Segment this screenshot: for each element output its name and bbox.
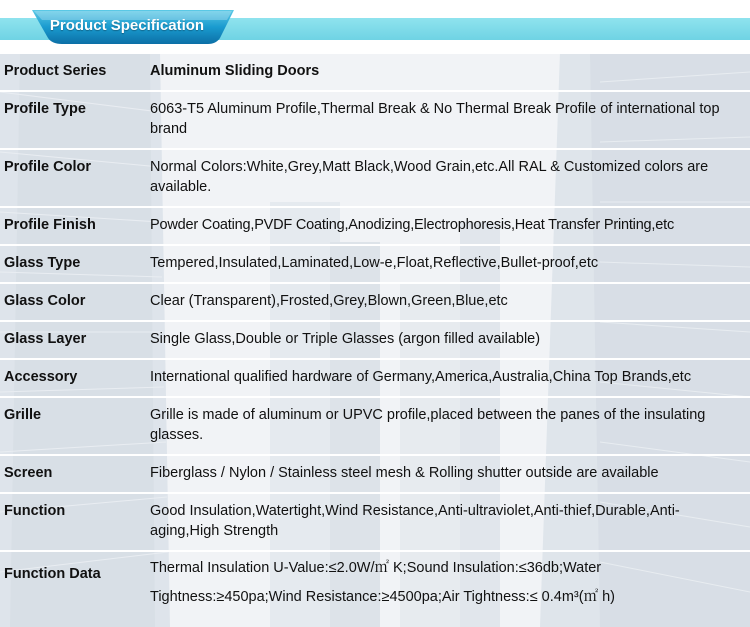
spec-value: Good Insulation,Watertight,Wind Resistance,Anti-ultraviolet,Anti-thief,Durable,Anti-aging,High Strength — [150, 493, 750, 551]
spec-value: Aluminum Sliding Doors — [150, 53, 750, 91]
spec-value: Tempered,Insulated,Laminated,Low-e,Float,Reflective,Bullet-proof,etc — [150, 245, 750, 283]
spec-label: Function — [0, 493, 150, 551]
spec-label: Profile Finish — [0, 207, 150, 245]
spec-value: International qualified hardware of Germany,America,Australia,China Top Brands,etc — [150, 359, 750, 397]
spec-row-product-series — [0, 53, 750, 91]
spec-label: Product Series — [0, 53, 150, 91]
spec-row-screen — [0, 455, 750, 493]
spec-value: Powder Coating,PVDF Coating,Anodizing,Electrophoresis,Heat Transfer Printing,etc — [150, 207, 750, 245]
spec-row-profile-color — [0, 149, 750, 207]
spec-label: Glass Layer — [0, 321, 150, 359]
spec-label: Profile Color — [0, 149, 150, 207]
spec-value: Clear (Transparent),Frosted,Grey,Blown,Green,Blue,etc — [150, 283, 750, 321]
spec-label: Function Data — [0, 551, 150, 621]
spec-row-glass-layer — [0, 321, 750, 359]
spec-area — [0, 52, 750, 627]
spec-value: Normal Colors:White,Grey,Matt Black,Wood Grain,etc.All RAL & Customized colors are available. — [150, 149, 750, 207]
spec-row-grille — [0, 397, 750, 455]
spec-label: Screen — [0, 455, 150, 493]
spec-label: Glass Type — [0, 245, 150, 283]
spec-row-glass-color — [0, 283, 750, 321]
spec-label: Accessory — [0, 359, 150, 397]
spec-table — [0, 52, 750, 621]
spec-row-function — [0, 493, 750, 551]
spec-value: Single Glass,Double or Triple Glasses (argon filled available) — [150, 321, 750, 359]
spec-value: 6063-T5 Aluminum Profile,Thermal Break & No Thermal Break Profile of international top brand — [150, 91, 750, 149]
spec-row-function-data — [0, 551, 750, 621]
section-tab — [22, 8, 242, 45]
spec-label: Grille — [0, 397, 150, 455]
spec-row-accessory — [0, 359, 750, 397]
spec-row-profile-finish — [0, 207, 750, 245]
spec-label: Profile Type — [0, 91, 150, 149]
spec-label: Glass Color — [0, 283, 150, 321]
spec-value: Fiberglass / Nylon / Stainless steel mesh & Rolling shutter outside are available — [150, 455, 750, 493]
spec-row-profile-type — [0, 91, 750, 149]
spec-value: Grille is made of aluminum or UPVC profile,placed between the panes of the insulating glasses. — [150, 397, 750, 455]
spec-value: Thermal Insulation U-Value:≤2.0W/㎡ K;Sound Insulation:≤36db;Water Tightness:≥450pa;Wind Resistance:≥4500pa;Air Tightness:≤ 0.4m³(㎡ h) — [150, 551, 750, 621]
section-title: Product Specification — [49, 17, 205, 34]
spec-row-glass-type — [0, 245, 750, 283]
